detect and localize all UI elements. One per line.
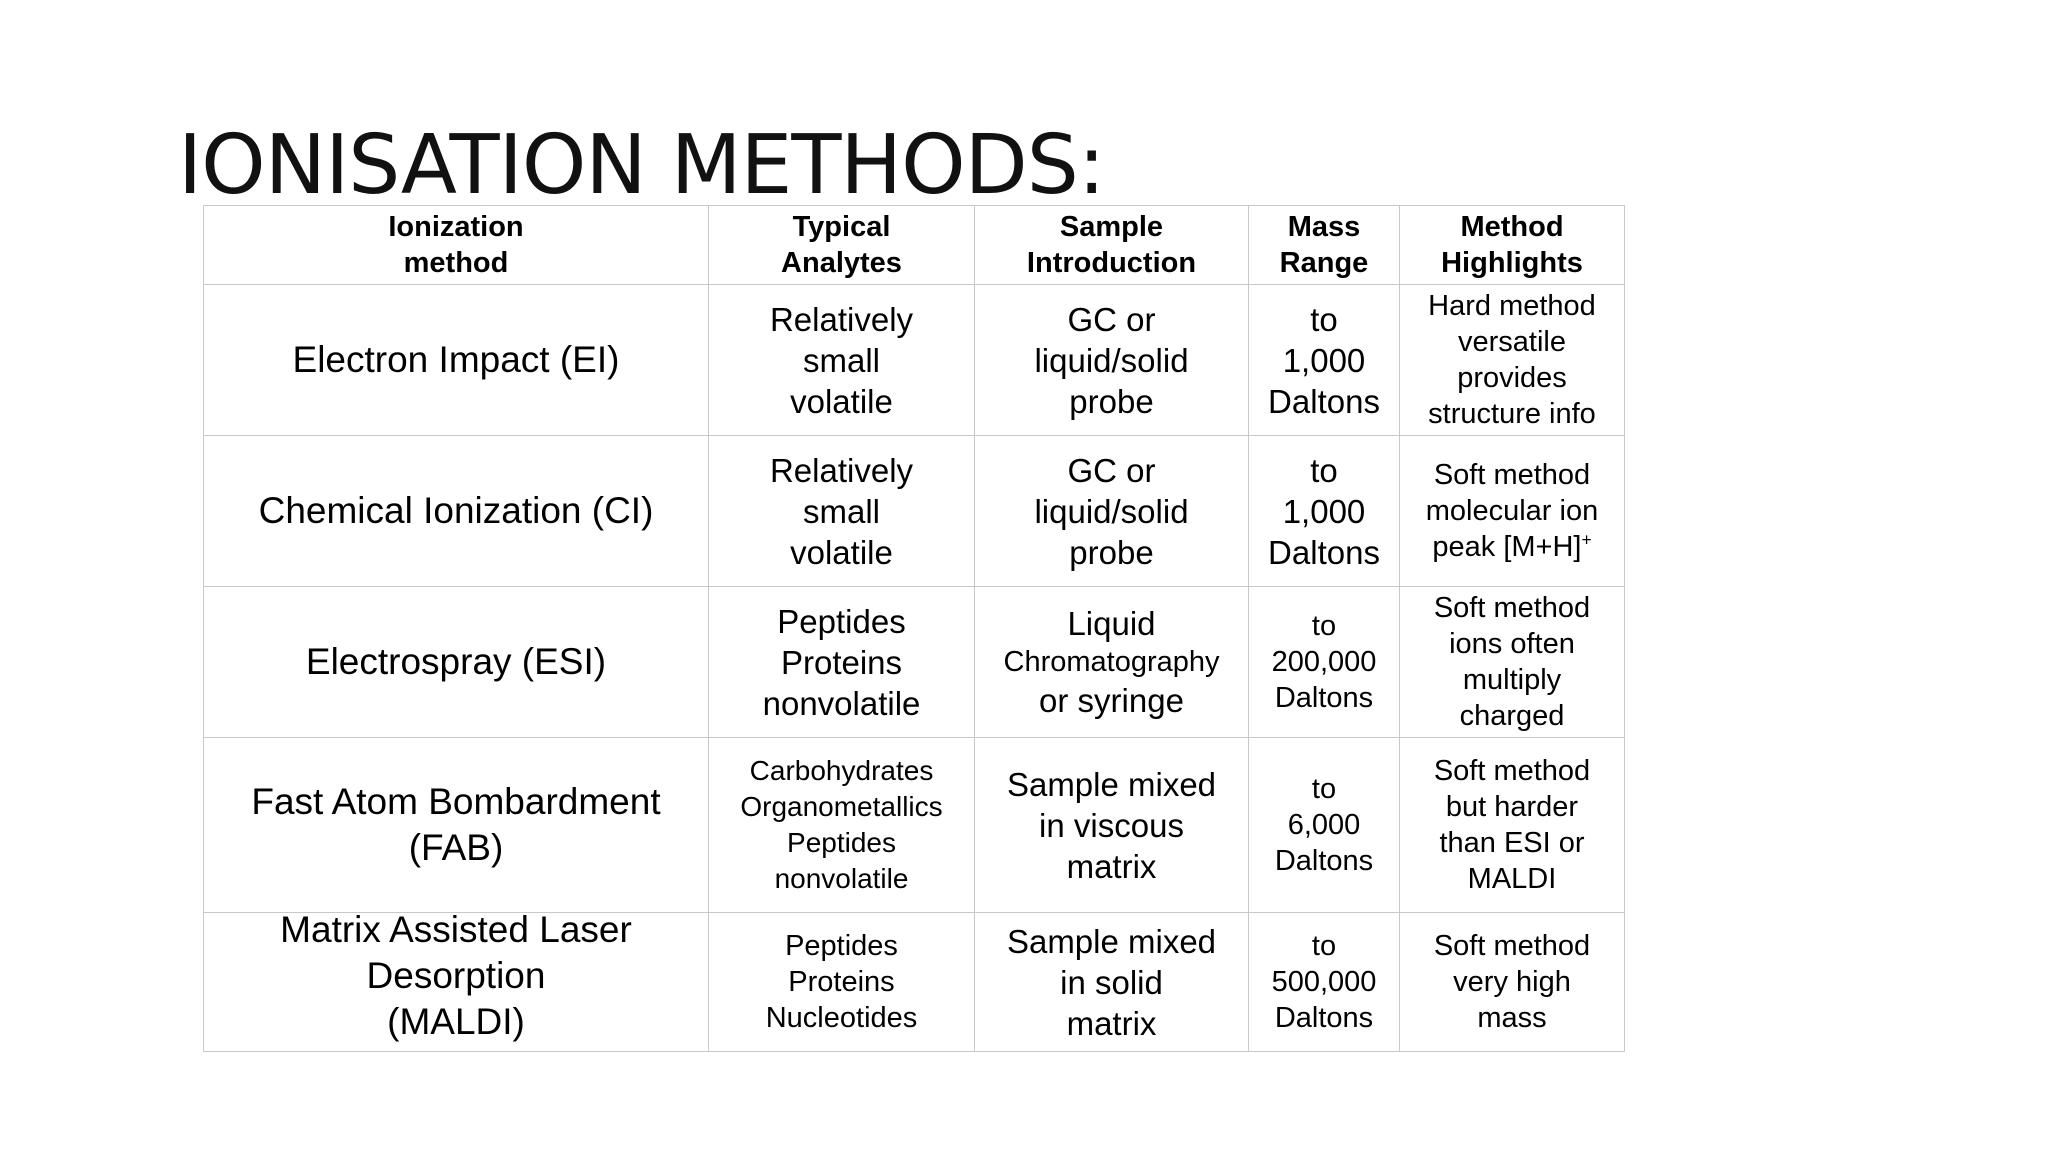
mass-range-cell: to 200,000 Daltons: [1249, 587, 1400, 738]
header-method-highlights: Method Highlights: [1400, 206, 1625, 285]
table-row: [204, 436, 1625, 587]
mass-range-cell: to 1,000 Daltons: [1249, 285, 1400, 436]
table-row: [204, 738, 1625, 913]
table-row: [204, 285, 1625, 436]
table-header-row: [204, 206, 1625, 285]
slide-title: IONISATION METHODS:: [178, 118, 1105, 213]
header-mass-range: Mass Range: [1249, 206, 1400, 285]
highlights-cell: Soft method very high mass: [1400, 913, 1625, 1052]
highlights-cell: Soft method ions often multiply charged: [1400, 587, 1625, 738]
analytes-cell: Relatively small volatile: [709, 285, 975, 436]
table-row: [204, 587, 1625, 738]
highlight-line-with-superscript: peak [M+H]+: [1432, 529, 1592, 563]
method-cell: Matrix Assisted Laser Desorption (MALDI): [204, 913, 709, 1052]
superscript-plus: +: [1581, 529, 1592, 550]
analytes-cell: Relatively small volatile: [709, 436, 975, 587]
header-sample-introduction: Sample Introduction: [975, 206, 1249, 285]
analytes-cell: Carbohydrates Organometallics Peptides nonvolatile: [709, 738, 975, 913]
highlights-cell: Hard method versatile provides structure info: [1400, 285, 1625, 436]
introduction-cell: Liquid Chromatography or syringe: [975, 587, 1249, 738]
introduction-cell: Sample mixed in viscous matrix: [975, 738, 1249, 913]
method-cell: Electron Impact (EI): [204, 285, 709, 436]
mass-range-cell: to 500,000 Daltons: [1249, 913, 1400, 1052]
method-cell: Chemical Ionization (CI): [204, 436, 709, 587]
introduction-cell: Sample mixed in solid matrix: [975, 913, 1249, 1052]
table-row: [204, 913, 1625, 1052]
mass-range-cell: to 6,000 Daltons: [1249, 738, 1400, 913]
header-typical-analytes: Typical Analytes: [709, 206, 975, 285]
header-ionization-method: Ionization method: [204, 206, 709, 285]
highlights-cell: Soft method molecular ion peak [M+H]+: [1400, 436, 1625, 587]
mass-range-cell: to 1,000 Daltons: [1249, 436, 1400, 587]
introduction-cell: GC or liquid/solid probe: [975, 285, 1249, 436]
highlights-cell: Soft method but harder than ESI or MALDI: [1400, 738, 1625, 913]
analytes-cell: Peptides Proteins nonvolatile: [709, 587, 975, 738]
introduction-cell: GC or liquid/solid probe: [975, 436, 1249, 587]
analytes-cell: Peptides Proteins Nucleotides: [709, 913, 975, 1052]
method-cell: Fast Atom Bombardment (FAB): [204, 738, 709, 913]
method-cell: Electrospray (ESI): [204, 587, 709, 738]
ionization-methods-table: [203, 205, 1625, 1052]
